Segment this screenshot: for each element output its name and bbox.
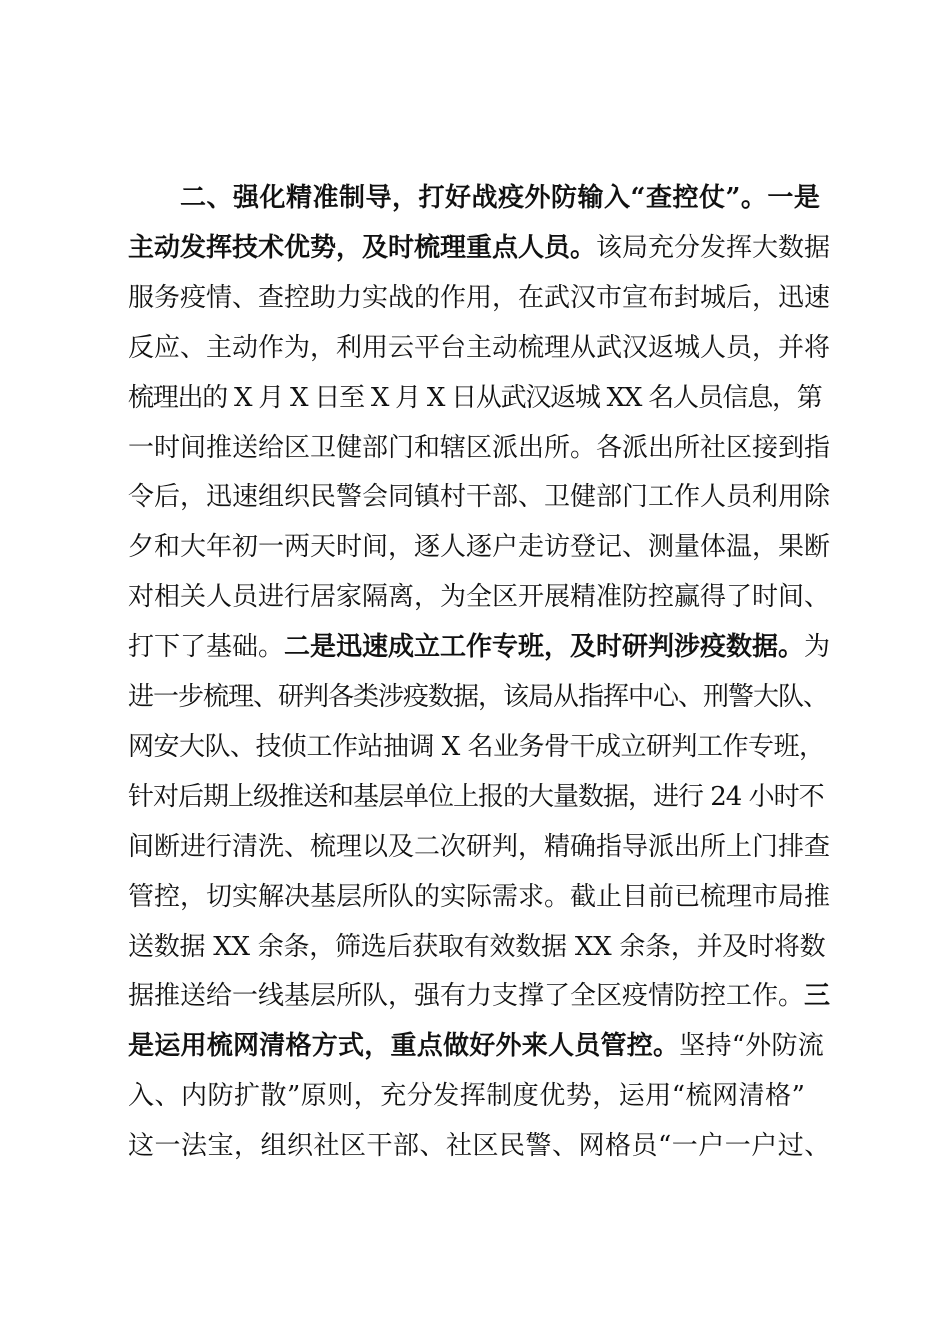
text-line <box>128 477 831 517</box>
bold-text-run: 是运用梳网清格方式，重点做好外来人员管控。 <box>128 1031 680 1062</box>
text-line <box>128 1126 831 1166</box>
text-line <box>180 178 830 218</box>
bold-text-run: 主动发挥技术优势，及时梳理重点人员。 <box>128 232 597 263</box>
text-run: 夕和大年初一两天时间，逐人逐户走访登记、测量体温，果断 <box>128 532 831 563</box>
text-line <box>128 727 828 767</box>
text-run: 间断进行清洗、梳理以及二次研判，精确指导派出所上门排查 <box>128 831 831 862</box>
text-line <box>128 777 828 817</box>
text-run: 网安大队、技侦工作站抽调 X 名业务骨干成立研判工作专班， <box>128 731 825 762</box>
text-line <box>128 577 831 617</box>
text-run: 令后，迅速组织民警会同镇村干部、卫健部门工作人员利用除 <box>128 482 831 513</box>
text-run: 梳理出的 X 月 X 日至 X 月 X 日从武汉返城 XX 名人员信息，第 <box>128 382 822 413</box>
text-line <box>128 677 828 717</box>
text-run: 这一法宝，组织社区干部、社区民警、网格员“一户一户过、 <box>128 1131 831 1162</box>
text-run: 一时间推送给区卫健部门和辖区派出所。各派出所社区接到指 <box>128 432 831 463</box>
text-line <box>128 976 831 1016</box>
text-line <box>128 378 828 418</box>
text-run: 为 <box>804 632 831 663</box>
text-line <box>128 527 831 567</box>
bold-text-run: 二是迅速成立工作专班，及时研判涉疫数据。 <box>284 632 805 663</box>
text-line <box>128 827 831 867</box>
text-run: 进一步梳理、研判各类涉疫数据，该局从指挥中心、刑警大队、 <box>128 682 829 712</box>
text-run: 送数据 XX 余条，筛选后获取有效数据 XX 余条，并及时将数 <box>128 931 826 962</box>
text-line <box>128 1026 828 1066</box>
bold-text-run: 三 <box>804 981 831 1012</box>
text-run: 服务疫情、查控助力实战的作用，在武汉市宣布封城后，迅速 <box>128 282 831 313</box>
text-line <box>128 877 831 917</box>
text-run: 管控，切实解决基层所队的实际需求。截止目前已梳理市局推 <box>128 881 831 912</box>
text-run: 据推送给一线基层所队，强有力支撑了全区疫情防控工作。 <box>128 981 805 1012</box>
text-run: 入、内防扩散”原则，充分发挥制度优势，运用“梳网清格” <box>128 1081 806 1112</box>
text-line <box>128 927 828 967</box>
text-line <box>128 1076 828 1116</box>
text-run: 该局充分发挥大数据 <box>596 232 831 263</box>
text-line <box>128 278 831 318</box>
text-run: 打下了基础。 <box>128 632 285 663</box>
text-line <box>128 328 831 368</box>
text-run: 对相关人员进行居家隔离，为全区开展精准防控赢得了时间、 <box>128 582 831 613</box>
text-run: 坚持“外防流 <box>679 1031 825 1062</box>
text-line <box>128 428 831 468</box>
text-line <box>128 627 831 667</box>
text-line <box>128 228 831 268</box>
text-run: 反应、主动作为，利用云平台主动梳理从武汉返城人员，并将 <box>128 332 831 363</box>
text-run: 针对后期上级推送和基层单位上报的大量数据，进行 24 小时不 <box>128 781 824 812</box>
bold-text-run: 二、强化精准制导，打好战疫外防输入“查控仗”。一是 <box>180 183 821 213</box>
